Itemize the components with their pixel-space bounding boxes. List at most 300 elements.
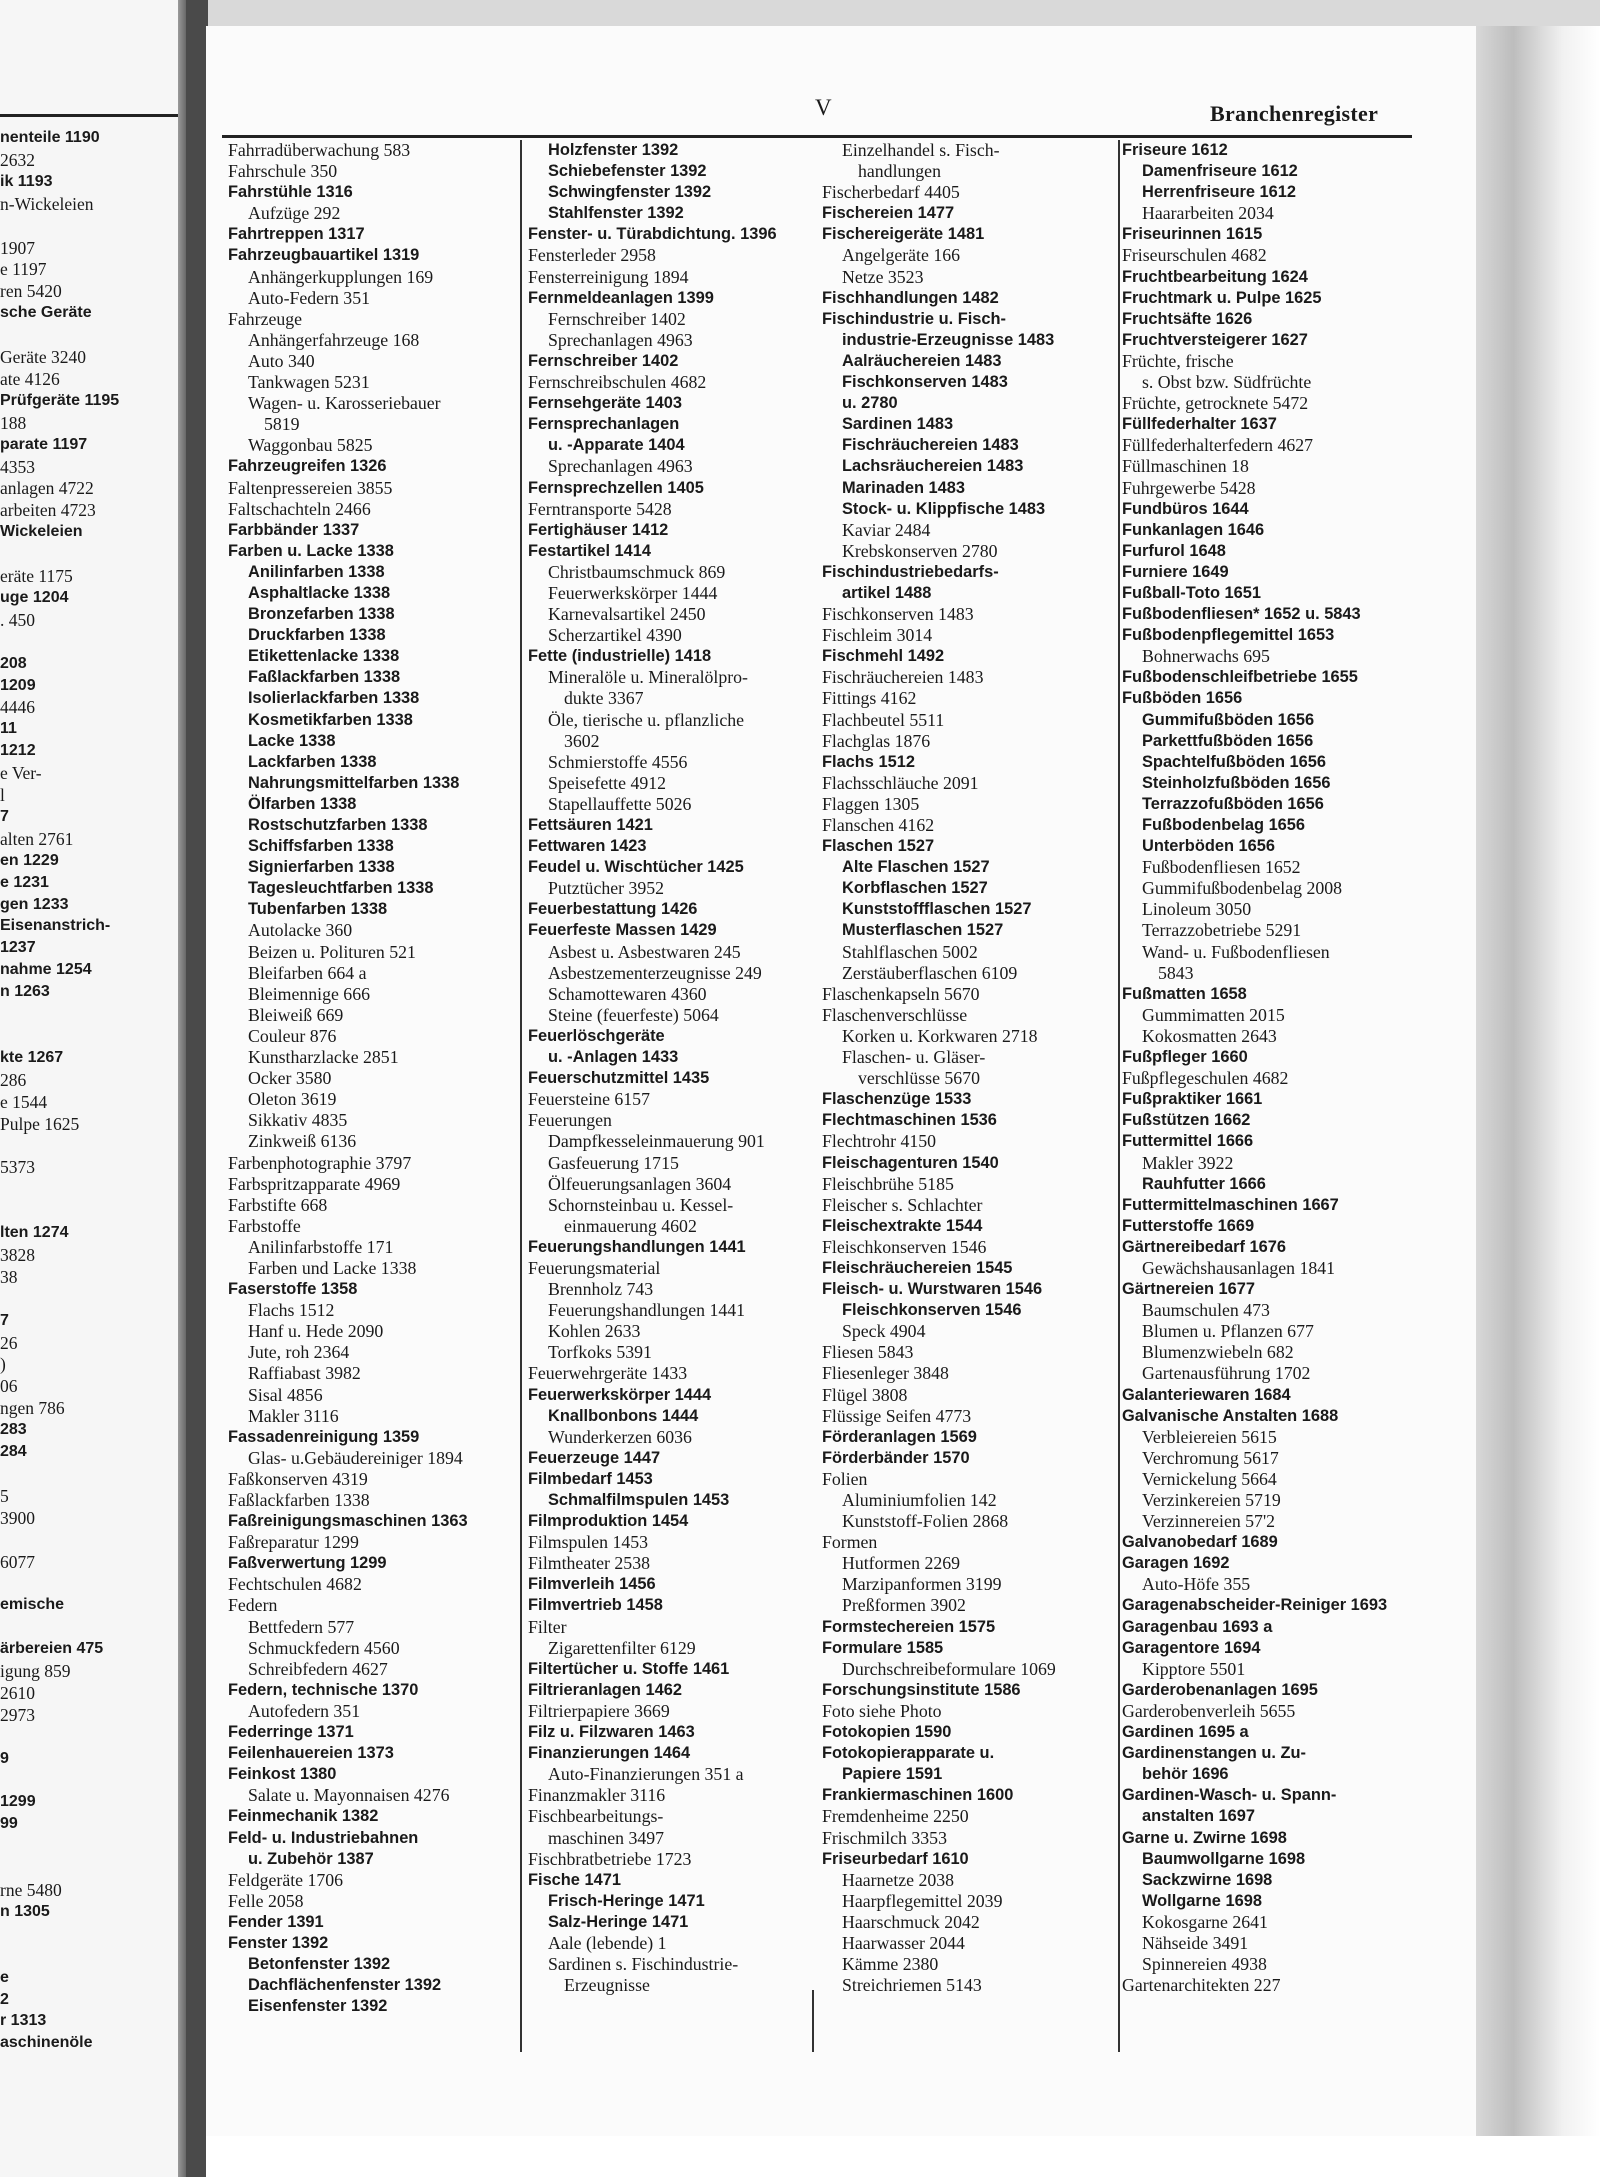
left-page-fragment: ate 4126 [0,368,60,389]
left-page-fragment: 1209 [0,676,36,694]
index-entry: Fahrradüberwachung 583 [228,140,411,160]
left-page-fragment: kte 1267 [0,1048,64,1066]
index-entry: Öle, tierische u. pflanzliche [548,709,745,730]
index-entry: Faßlackfarben 1338 [248,668,401,687]
left-page-fragment: e [0,1968,9,1986]
column-divider [812,1990,814,2052]
index-entry: Couleur 876 [248,1025,337,1046]
index-entry: Fischleim 3014 [822,625,933,646]
index-entry: Galanteriewaren 1684 [1122,1385,1291,1404]
index-entry: Schmuckfedern 4560 [248,1637,400,1658]
index-entry: Jute, roh 2364 [248,1342,350,1363]
index-entry: Kunstharzlacke 2851 [248,1047,399,1068]
left-page-fragment: 9 [0,1749,9,1767]
index-entry: Rauhfutter 1666 [1142,1174,1266,1193]
index-entry: Wand- u. Fußbodenfliesen [1142,941,1330,962]
index-entry: Fischkonserven 1483 [822,604,974,625]
index-entry: handlungen [858,161,941,182]
index-entry: Korbflaschen 1527 [842,879,988,898]
index-entry: Putztücher 3952 [548,878,665,899]
index-entry: Fußpfleger 1660 [1122,1048,1248,1067]
index-entry: Auto-Federn 351 [248,287,370,308]
index-entry: Kunststoff-Folien 2868 [842,1511,1009,1532]
index-entry: Fender 1391 [228,1912,324,1931]
index-entry: Fliesen 5843 [822,1342,914,1363]
index-entry: Flechtrohr 4150 [822,1131,937,1152]
index-entry: Farbstoffe [228,1215,301,1236]
index-entry: u. 2780 [842,394,898,413]
index-entry: Asbest u. Asbestwaren 245 [548,941,741,962]
index-entry: Verbleiereien 5615 [1142,1426,1277,1447]
index-entry: Fundbüros 1644 [1122,499,1249,518]
left-page-fragment: 286 [0,1069,27,1090]
index-entry: Auto-Finanzierungen 351 a [548,1764,744,1785]
index-entry: Verchromung 5617 [1142,1447,1279,1468]
index-entry: Auto-Höfe 355 [1142,1574,1251,1595]
index-entry: Formulare 1585 [822,1638,944,1657]
left-page-fragment: en 1229 [0,851,59,869]
index-entry: Fleischräuchereien 1545 [822,1258,1013,1277]
index-entry: Fischbratbetriebe 1723 [528,1848,692,1869]
index-entry: Furfurol 1648 [1122,541,1226,560]
index-entry: Fettwaren 1423 [528,837,647,856]
index-entry: Anilinfarben 1338 [248,562,385,581]
index-entry: Unterböden 1656 [1142,837,1275,856]
index-entry: Wagen- u. Karosseriebauer [248,393,441,414]
index-entry: Auto 340 [248,350,315,371]
index-entry: Verzinnereien 57'2 [1142,1511,1276,1532]
index-entry: Raffiabast 3982 [248,1363,361,1384]
left-page-fragment: 2 [0,1990,9,2008]
index-entry: Lacke 1338 [248,731,336,750]
index-entry: Fischereien 1477 [822,204,955,223]
index-entry: Ocker 3580 [248,1068,332,1089]
index-entry: Fuhrgewerbe 5428 [1122,477,1256,498]
left-page-fragment: 3828 [0,1244,35,1265]
index-entry: Blumenzwiebeln 682 [1142,1342,1294,1363]
left-page-fragment: 2632 [0,149,35,170]
index-entry: Fußböden 1656 [1122,689,1243,708]
left-page-fragment: 1237 [0,939,36,957]
index-entry: Fußball-Toto 1651 [1122,583,1262,602]
index-entry: Kämme 2380 [842,1954,939,1975]
index-entry: Feld- u. Industriebahnen [228,1828,419,1847]
index-entry: Sisal 4856 [248,1384,323,1405]
index-entry: Fenster 1392 [228,1933,329,1952]
index-entry: Farbenphotographie 3797 [228,1152,412,1173]
index-entry: Fischerbedarf 4405 [822,182,960,203]
index-entry: Friseurschulen 4682 [1122,245,1267,266]
index-entry: Fettsäuren 1421 [528,816,653,834]
index-entry: Faserstoffe 1358 [228,1280,358,1299]
index-entry: Eisenfenster 1392 [248,1997,388,2016]
index-entry: Forschungsinstitute 1586 [822,1680,1021,1699]
index-entry: Holzfenster 1392 [548,141,679,159]
index-entry: Christbaumschmuck 869 [548,561,726,582]
left-page-fragment: ren 5420 [0,281,62,302]
index-entry: Bleimennige 666 [248,983,370,1004]
left-page-fragment: 06 [0,1376,18,1397]
index-entry: Glas- u.Gebäudereiniger 1894 [248,1447,463,1468]
index-entry: Flügel 3808 [822,1384,908,1405]
index-entry: Steinholzfußböden 1656 [1142,773,1331,792]
left-page-fragment: e Ver- [0,763,42,784]
index-entry: Schamottewaren 4360 [548,983,707,1004]
index-entry: Funkanlagen 1646 [1122,520,1265,539]
index-entry: Zigarettenfilter 6129 [548,1637,696,1658]
index-entry: Alte Flaschen 1527 [842,858,990,877]
index-entry: Wollgarne 1698 [1142,1891,1262,1910]
index-entry: Feuerungshandlungen 1441 [528,1237,746,1256]
index-entry: Faßverwertung 1299 [228,1554,387,1573]
index-entry: Fischkonserven 1483 [842,373,1008,392]
index-entry: Fittings 4162 [822,688,917,709]
index-entry: Garne u. Zwirne 1698 [1122,1828,1287,1847]
index-entry: Torfkoks 5391 [548,1342,652,1363]
index-entry: Asbestzementerzeugnisse 249 [548,962,762,983]
index-entry: Garagenabscheider-Reiniger 1693 [1122,1596,1388,1615]
index-entry: Fischräuchereien 1483 [842,436,1019,455]
left-page-fragment: 4446 [0,697,35,718]
index-entry: verschlüsse 5670 [858,1068,980,1089]
index-entry: behör 1696 [1142,1765,1229,1784]
index-entry: Friseurbedarf 1610 [822,1849,969,1868]
index-entry: Flaschen 1527 [822,837,935,856]
index-entry: Sackzwirne 1698 [1142,1870,1273,1889]
index-column-4 [1122,140,1422,1996]
index-entry: Preßformen 3902 [842,1595,966,1616]
index-entry: Gewächshausanlagen 1841 [1142,1257,1336,1278]
page-edge-stack [1476,26,1600,2156]
index-entry: Ölfarben 1338 [248,794,357,813]
index-entry: Gasfeuerung 1715 [548,1152,679,1173]
left-page-fragment: 284 [0,1443,27,1460]
index-entry: Spachtelfußböden 1656 [1142,752,1326,771]
index-entry: Garderobenanlagen 1695 [1122,1680,1318,1699]
index-entry: Aufzüge 292 [248,203,341,224]
index-entry: Kokosgarne 2641 [1142,1911,1268,1932]
index-entry: Galvanische Anstalten 1688 [1122,1406,1339,1425]
index-entry: Filmvertrieb 1458 [528,1596,663,1615]
left-page-fragment: 26 [0,1332,18,1353]
index-entry: Zinkweiß 6136 [248,1131,357,1152]
index-entry: Fahrzeugreifen 1326 [228,457,387,476]
index-entry: Sardinen s. Fischindustrie- [548,1954,739,1975]
index-entry: Feuerschutzmittel 1435 [528,1069,710,1088]
index-entry: Stahlflaschen 5002 [842,941,978,962]
index-entry: Nahrungsmittelfarben 1338 [248,773,460,792]
index-entry: Flachs 1512 [822,752,915,771]
index-entry: Haararbeiten 2034 [1142,203,1274,224]
left-page-fragment: n 1305 [0,1902,50,1920]
index-entry: Papiere 1591 [842,1765,943,1784]
index-entry: Fischereigeräte 1481 [822,225,985,244]
top-background [206,0,1600,26]
index-entry: Flanschen 4162 [822,815,935,835]
index-entry: Finanzmakler 3116 [528,1785,666,1806]
left-page-fragment: 5373 [0,1157,35,1178]
index-entry: Fußbodenfliesen 1652 [1142,857,1301,878]
index-entry: Futterstoffe 1669 [1122,1216,1255,1235]
index-entry: Fremdenheime 2250 [822,1806,969,1827]
page-letter: V [815,95,832,120]
left-page-fragment: parate 1197 [0,435,88,453]
index-entry: artikel 1488 [842,583,932,602]
index-entry: Gardinen-Wasch- u. Spann- [1122,1786,1337,1805]
index-entry: anstalten 1697 [1142,1807,1255,1826]
index-entry: Fernsprechanlagen [528,415,680,434]
left-page-fragment: gen 1233 [0,895,69,913]
index-entry: Flachglas 1876 [822,730,931,751]
index-entry: Kohlen 2633 [548,1321,641,1342]
index-entry: Feuerungshandlungen 1441 [548,1300,746,1321]
index-entry: Garagentore 1694 [1122,1638,1261,1657]
index-entry: Filmtheater 2538 [528,1553,650,1574]
index-entry: Marzipanformen 3199 [842,1574,1002,1595]
index-entry: Haarnetze 2038 [842,1869,955,1890]
index-entry: Fotokopierapparate u. [822,1744,995,1763]
left-page-fragment: igung 859 [0,1661,71,1681]
index-entry: Fischbearbeitungs- [528,1806,664,1827]
index-entry: Autofedern 351 [248,1700,361,1721]
index-entry: Friseure 1612 [1122,141,1228,159]
index-entry: Bleifarben 664 a [248,962,367,983]
index-entry: Fernmeldeanlagen 1399 [528,288,714,307]
index-entry: Federn, technische 1370 [228,1680,419,1699]
index-entry: u. -Apparate 1404 [548,436,685,455]
index-entry: Fleischextrakte 1544 [822,1216,983,1235]
index-entry: maschinen 3497 [548,1827,665,1848]
index-entry: Farbstifte 668 [228,1194,328,1215]
index-entry: Gummimatten 2015 [1142,1004,1285,1025]
index-entry: Knallbonbons 1444 [548,1406,699,1425]
index-entry: industrie-Erzeugnisse 1483 [842,330,1055,349]
index-entry: Feilenhauereien 1373 [228,1744,394,1763]
left-page-fragment: . 450 [0,609,35,630]
index-entry: Streichriemen 5143 [842,1975,982,1996]
index-entry: Einzelhandel s. Fisch- [842,140,1000,160]
index-entry: Garagen 1692 [1122,1554,1230,1573]
index-entry: Kunststoffflaschen 1527 [842,900,1032,919]
index-entry: Fischindustrie u. Fisch- [822,309,1006,328]
index-entry: Anhängerkupplungen 169 [248,266,434,287]
index-entry: Feuerwerkskörper 1444 [548,582,718,603]
left-page-fragment: ngen 786 [0,1398,65,1419]
index-entry: Schwingfenster 1392 [548,183,712,202]
index-entry: Feuerbestattung 1426 [528,900,698,919]
index-entry: Füllfederhalter 1637 [1122,415,1277,434]
index-entry: Feuerungen [528,1110,612,1131]
index-entry: Tagesleuchtfarben 1338 [248,879,434,898]
index-entry: Marinaden 1483 [842,478,965,497]
left-page-fragment: sche Geräte [0,304,92,322]
index-entry: Anilinfarbstoffe 171 [248,1236,394,1257]
index-entry: Fleischkonserven 1546 [842,1301,1022,1320]
index-entry: Federringe 1371 [228,1723,354,1742]
index-entry: Hutformen 2269 [842,1553,961,1574]
index-entry: Fenster- u. Türabdichtung. 1396 [528,225,777,244]
index-entry: Damenfriseure 1612 [1142,162,1298,181]
left-page-fragment: 5 [0,1485,9,1506]
left-page-fragment: ) [0,1354,6,1375]
left-page-fragment: lten 1274 [0,1224,69,1241]
index-entry: Ölfeuerungsanlagen 3604 [548,1173,732,1194]
index-entry: Parkettfußböden 1656 [1142,731,1314,750]
index-entry: Fruchtmark u. Pulpe 1625 [1122,288,1322,307]
index-entry: Sprechanlagen 4963 [548,329,693,350]
index-entry: Fleischkonserven 1546 [822,1236,987,1257]
index-entry: Feuerzeuge 1447 [528,1448,661,1467]
left-page-fragment: 4353 [0,456,35,477]
index-entry: Speisefette 4912 [548,772,667,793]
index-entry: Linoleum 3050 [1142,899,1252,920]
index-entry: Kipptore 5501 [1142,1658,1246,1679]
index-entry: Haarwasser 2044 [842,1932,965,1953]
left-page-fragment: ik 1193 [0,172,53,190]
index-entry: 5819 [264,414,300,435]
index-entry: Friseurinnen 1615 [1122,225,1263,244]
index-entry: Feuersteine 6157 [528,1089,650,1110]
index-entry: Flachs 1512 [248,1300,335,1321]
index-entry: Steine (feuerfeste) 5064 [548,1004,719,1025]
index-entry: Fußbodenschleifbetriebe 1655 [1122,668,1358,687]
index-entry: Frankiermaschinen 1600 [822,1786,1014,1805]
left-page-fragment: nahme 1254 [0,961,92,979]
index-entry: Durchschreibeformulare 1069 [842,1658,1056,1679]
index-entry: Füllfederhalterfedern 4627 [1122,435,1314,456]
index-entry: Netze 3523 [842,266,924,287]
left-page-fragment: Eisenanstrich- [0,917,111,935]
left-page-fragment: emische [0,1596,65,1614]
index-entry: Förderbänder 1570 [822,1448,970,1467]
left-page-fragment: l [0,785,5,805]
index-entry: Korken u. Korkwaren 2718 [842,1025,1038,1046]
index-entry: Fußpflegeschulen 4682 [1122,1068,1289,1089]
left-page-fragment: n 1263 [0,983,50,1001]
left-page-fragment: 6077 [0,1551,35,1572]
index-entry: Tubenfarben 1338 [248,900,388,919]
index-entry: Früchte, getrocknete 5472 [1122,393,1309,414]
index-entry: Bronzefarben 1338 [248,605,395,624]
index-entry: Formen [822,1532,878,1553]
index-entry: Flaschenkapseln 5670 [822,983,980,1004]
index-entry: Filmspulen 1453 [528,1532,649,1553]
index-entry: Faltschachteln 2466 [228,498,371,519]
index-entry: Filtrieranlagen 1462 [528,1680,682,1699]
index-entry: Gärtnereien 1677 [1122,1280,1256,1299]
index-column-2 [528,140,828,1996]
index-entry: Fahrzeugbauartikel 1319 [228,246,420,265]
left-page-fragment: e 1544 [0,1091,48,1112]
index-entry: Fahrzeuge [228,308,303,329]
left-page-fragment: uge 1204 [0,588,69,606]
index-entry: Gardinenstangen u. Zu- [1122,1744,1306,1763]
index-entry: Flaschen- u. Gläser- [842,1047,986,1068]
index-entry: Blumen u. Pflanzen 677 [1142,1321,1314,1342]
index-entry: Feudel u. Wischtücher 1425 [528,858,744,877]
index-entry: dukte 3367 [564,688,644,709]
index-entry: Fußmatten 1658 [1122,984,1247,1003]
index-entry: Feldgeräte 1706 [228,1869,344,1890]
index-entry: Festartikel 1414 [528,541,652,560]
index-entry: Futtermittelmaschinen 1667 [1122,1195,1339,1214]
index-entry: s. Obst bzw. Südfrüchte [1142,372,1312,393]
index-entry: 5843 [1158,962,1194,983]
index-entry: Terrazzobetriebe 5291 [1142,920,1302,941]
index-entry: Feuerungsmaterial [528,1257,661,1278]
index-entry: Verzinkereien 5719 [1142,1490,1281,1510]
index-entry: Dampfkesseleinmauerung 901 [548,1131,765,1152]
index-entry: Garagenbau 1693 a [1122,1617,1273,1636]
index-entry: Fußbodenpflegemittel 1653 [1122,626,1335,645]
index-entry: einmauerung 4602 [564,1215,697,1236]
index-entry: Galvanobedarf 1689 [1122,1533,1278,1552]
index-entry: Speck 4904 [842,1321,926,1342]
left-page-fragment: e 1231 [0,873,49,891]
left-page-fragment: 2610 [0,1682,35,1703]
index-entry: Fischhandlungen 1482 [822,288,999,307]
index-entry: Förderanlagen 1569 [822,1427,977,1446]
index-entry: Betonfenster 1392 [248,1955,391,1974]
index-entry: Ferntransporte 5428 [528,498,672,519]
index-entry: Filmbedarf 1453 [528,1469,653,1488]
index-entry: Aluminiumfolien 142 [842,1490,997,1510]
index-entry: Fette (industrielle) 1418 [528,647,712,666]
index-entry: Fassadenreinigung 1359 [228,1427,420,1446]
left-page-fragment: Prüfgeräte 1195 [0,391,120,409]
index-entry: Flachbeutel 5511 [822,709,945,730]
left-page-fragment: Wickeleien [0,523,83,541]
index-entry: Fruchtversteigerer 1627 [1122,330,1308,349]
index-entry: Stahlfenster 1392 [548,204,684,223]
index-entry: 3602 [564,730,600,751]
left-page-fragment: n-Wickeleien [0,193,94,214]
index-entry: u. Zubehör 1387 [248,1849,374,1868]
index-entry: Salate u. Mayonnaisen 4276 [248,1785,450,1806]
index-entry: Karnevalsartikel 2450 [548,604,706,625]
index-entry: Faßlackfarben 1338 [228,1490,370,1510]
index-entry: Fleischbrühe 5185 [822,1173,954,1194]
left-page-fragment: Geräte 3240 [0,347,87,367]
index-entry: Schiffsfarben 1338 [248,837,394,856]
index-entry: Nähseide 3491 [1142,1932,1249,1953]
index-entry: Tankwagen 5231 [248,372,370,393]
index-entry: Fernschreiber 1402 [528,351,679,370]
index-entry: Herrenfriseure 1612 [1142,183,1296,202]
index-entry: Angelgeräte 166 [842,245,961,266]
left-page-fragment: 99 [0,1815,18,1833]
index-entry: Fahrstühle 1316 [228,183,353,202]
index-entry: Filtrierpapiere 3669 [528,1700,670,1721]
index-entry: Felle 2058 [228,1890,304,1911]
index-entry: Farben u. Lacke 1338 [228,541,394,560]
index-entry: Folien [822,1468,868,1489]
index-entry: Erzeugnisse [564,1975,650,1996]
index-entry: Hanf u. Hede 2090 [248,1321,384,1342]
index-entry: Fotokopien 1590 [822,1723,952,1742]
index-entry: Formstechereien 1575 [822,1617,996,1636]
index-entry: Zerstäuberflaschen 6109 [842,962,1018,983]
index-entry: Farbbänder 1337 [228,520,360,539]
index-entry: Makler 3922 [1142,1152,1234,1173]
left-page-fragment: anlagen 4722 [0,478,94,499]
index-entry: Farben und Lacke 1338 [248,1257,417,1278]
index-entry: Flüssige Seifen 4773 [822,1405,972,1426]
index-entry: Bohnerwachs 695 [1142,646,1270,667]
index-entry: Gummifußbodenbelag 2008 [1142,878,1343,899]
index-entry: Schornsteinbau u. Kessel- [548,1194,734,1215]
index-entry: Fischräuchereien 1483 [822,667,984,688]
